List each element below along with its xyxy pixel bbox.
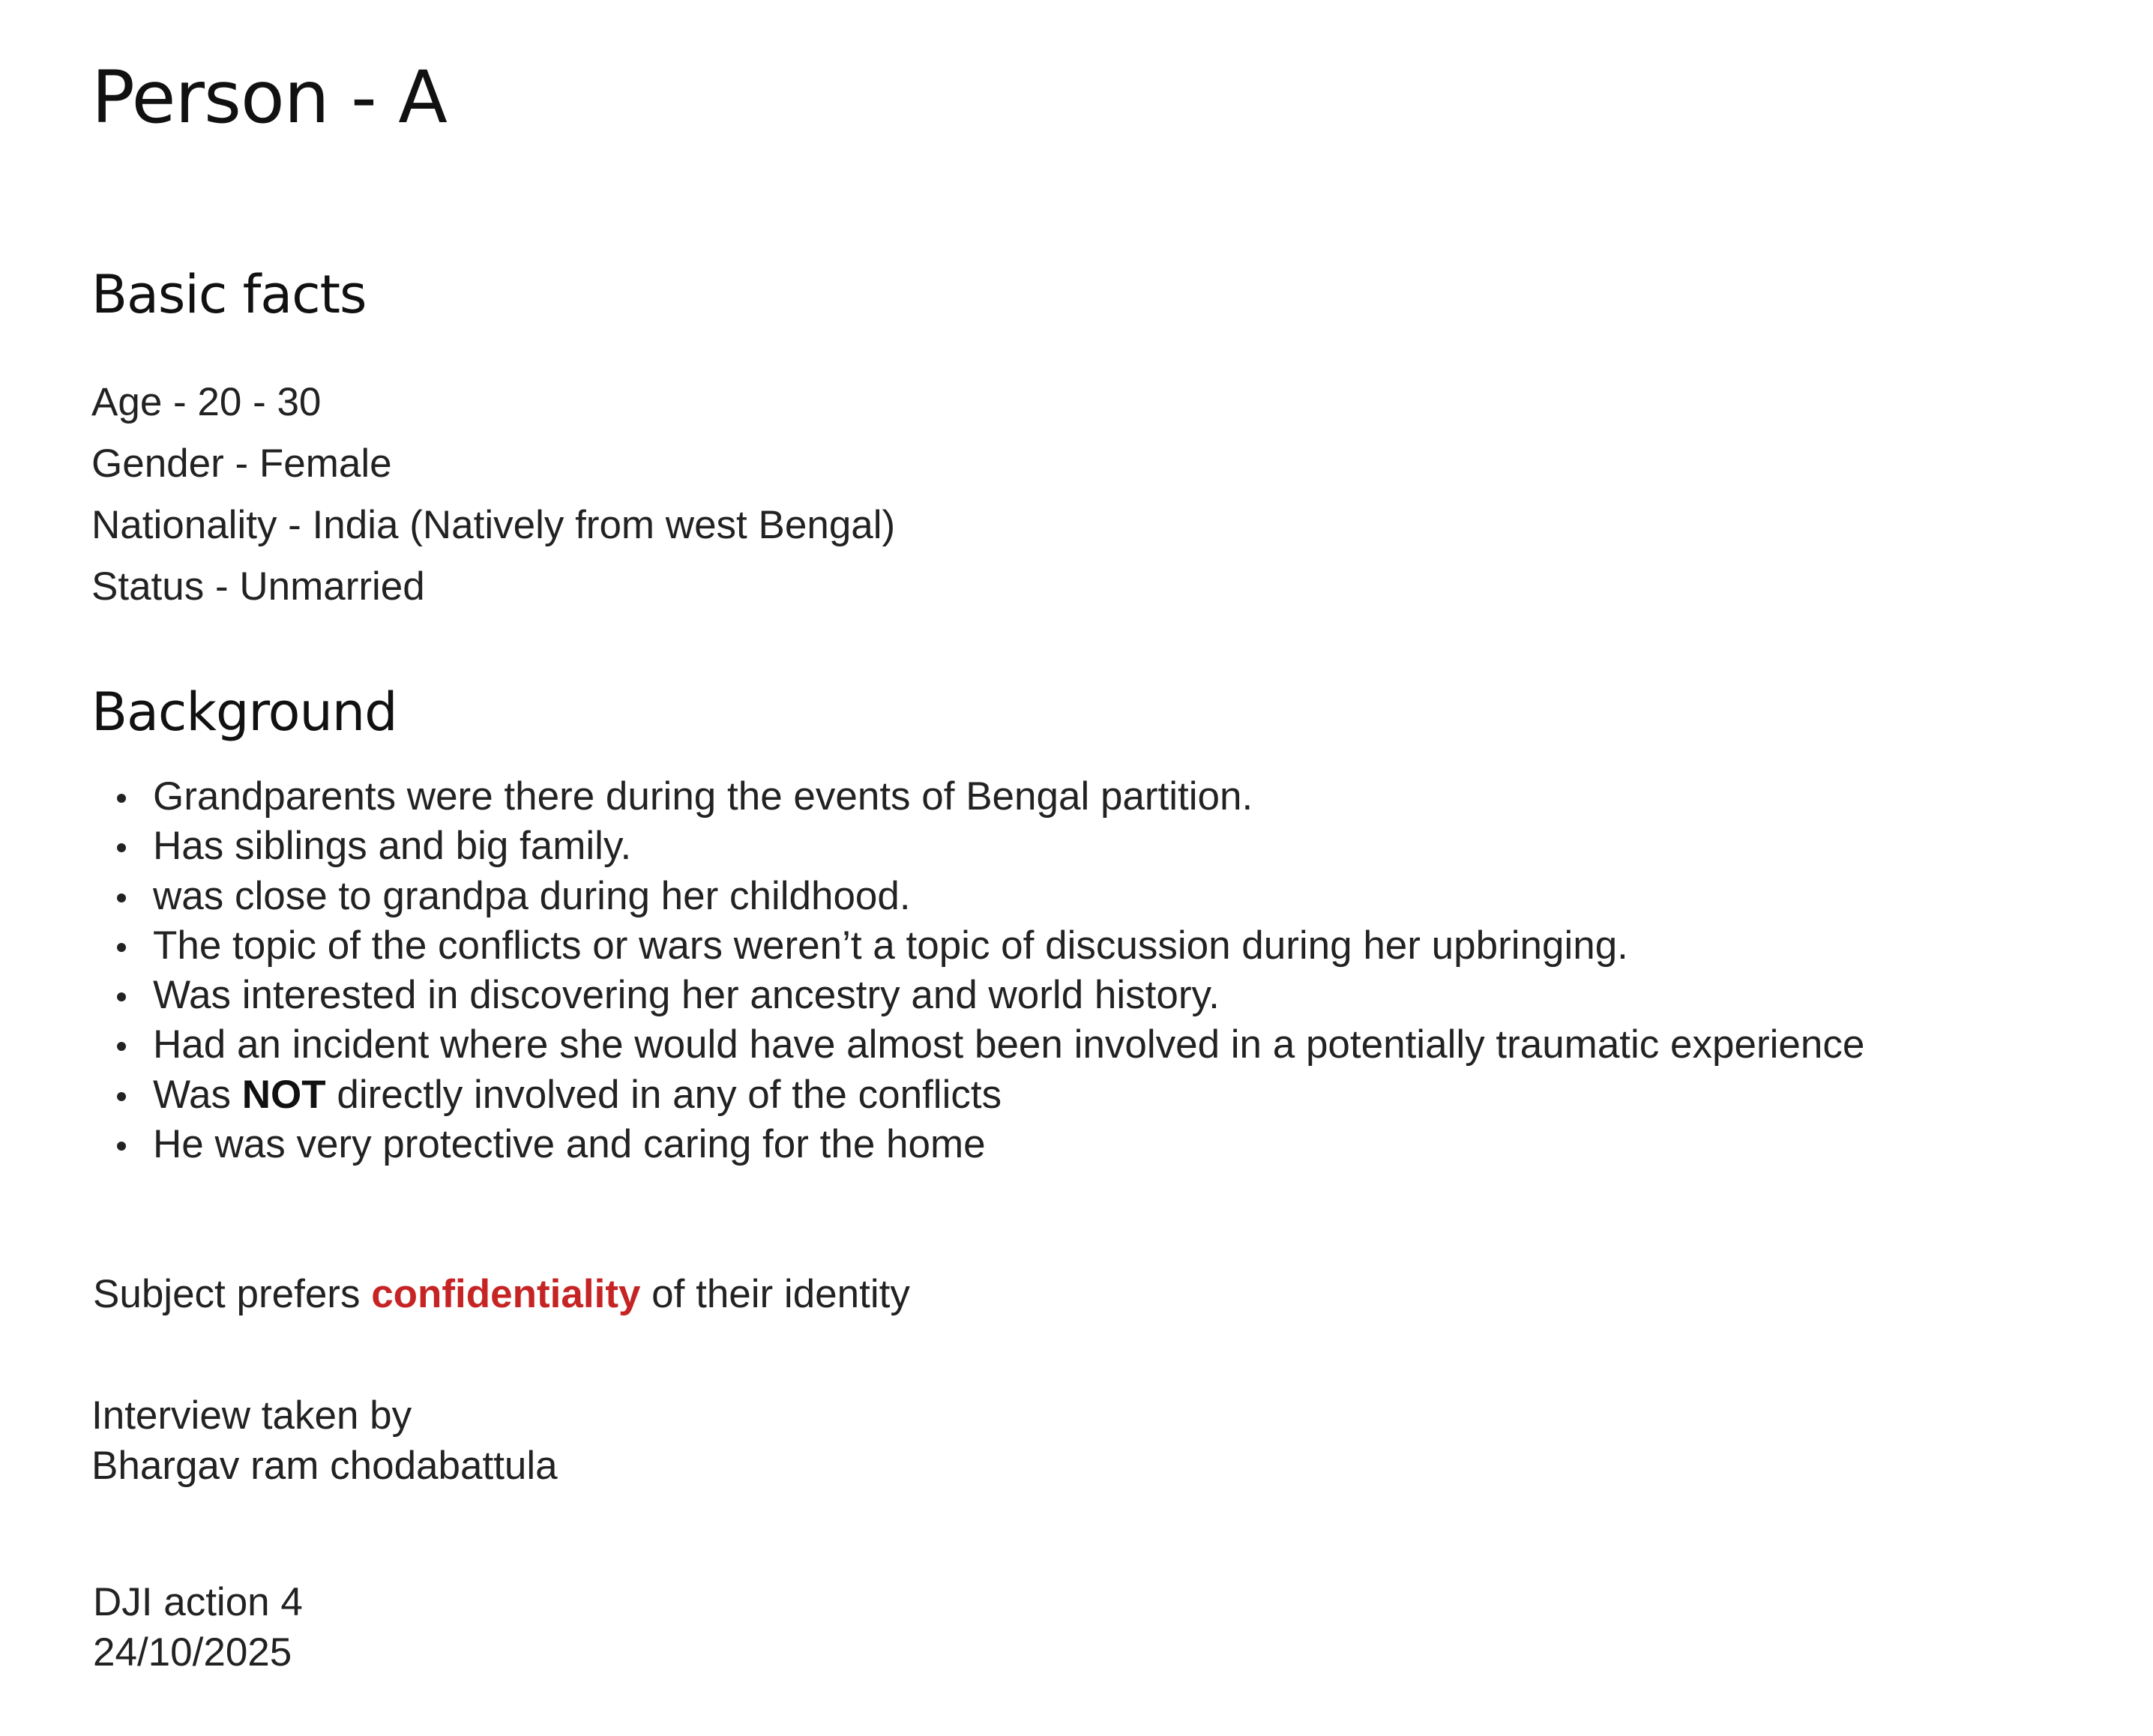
confidentiality-note	[93, 1268, 910, 1321]
interviewer-name: Bhargav ram chodabattula	[91, 1444, 558, 1488]
background-item-text: Has siblings and big family.	[153, 824, 632, 869]
bullet-icon	[117, 794, 126, 803]
background-item	[91, 921, 1864, 971]
bullet-icon	[117, 843, 126, 852]
confidentiality-highlight: confidentiality	[371, 1272, 641, 1316]
bullet-icon	[117, 893, 126, 902]
bullet-icon	[117, 992, 126, 1001]
background-item-text: Had an incident where she would have almost been involved in a potentially traumatic experience	[153, 1022, 1865, 1067]
note-suffix: of their identity	[640, 1272, 910, 1316]
fact-age: Age - 20 - 30	[91, 380, 322, 424]
background-item-text-suffix: directly involved in any of the conflicts	[325, 1072, 1002, 1117]
fact-gender: Gender - Female	[91, 441, 392, 486]
background-item	[91, 822, 1864, 871]
background-item	[91, 1020, 1864, 1070]
background-item-text: The topic of the conflicts or wars weren’t a topic of discussion during her upbringing.	[153, 923, 1628, 968]
background-list	[91, 772, 1864, 1169]
background-item-text: Was interested in discovering her ancestry and world history.	[153, 973, 1220, 1018]
interview-credit	[91, 1390, 558, 1491]
fact-status: Status - Unmarried	[91, 564, 425, 609]
background-item	[91, 772, 1864, 822]
emphasis-not: NOT	[241, 1072, 326, 1117]
background-item	[91, 1070, 1864, 1120]
background-item-text-prefix: Was	[153, 1072, 242, 1117]
background-item	[91, 1120, 1864, 1169]
background-item	[91, 872, 1864, 921]
bullet-icon	[117, 1092, 126, 1101]
recording-date: 24/10/2025	[93, 1630, 292, 1675]
bullet-icon	[117, 1142, 126, 1151]
background-heading: Background	[91, 681, 397, 743]
note-prefix: Subject prefers	[93, 1272, 372, 1316]
basic-facts-list	[91, 372, 895, 618]
interview-label: Interview taken by	[91, 1393, 412, 1438]
recording-info	[93, 1577, 303, 1678]
background-item	[91, 971, 1864, 1020]
bullet-icon	[117, 943, 126, 952]
background-item-text: was close to grandpa during her childhood.	[153, 873, 911, 918]
background-item-text: He was very protective and caring for the home	[153, 1122, 986, 1167]
recording-device: DJI action 4	[93, 1580, 303, 1624]
basic-facts-heading: Basic facts	[91, 264, 367, 325]
fact-nationality: Nationality - India (Natively from west Bengal)	[91, 503, 896, 547]
background-item-text: Grandparents were there during the events of Bengal partition.	[153, 774, 1253, 819]
page-title: Person - A	[91, 55, 447, 139]
bullet-icon	[117, 1042, 126, 1051]
